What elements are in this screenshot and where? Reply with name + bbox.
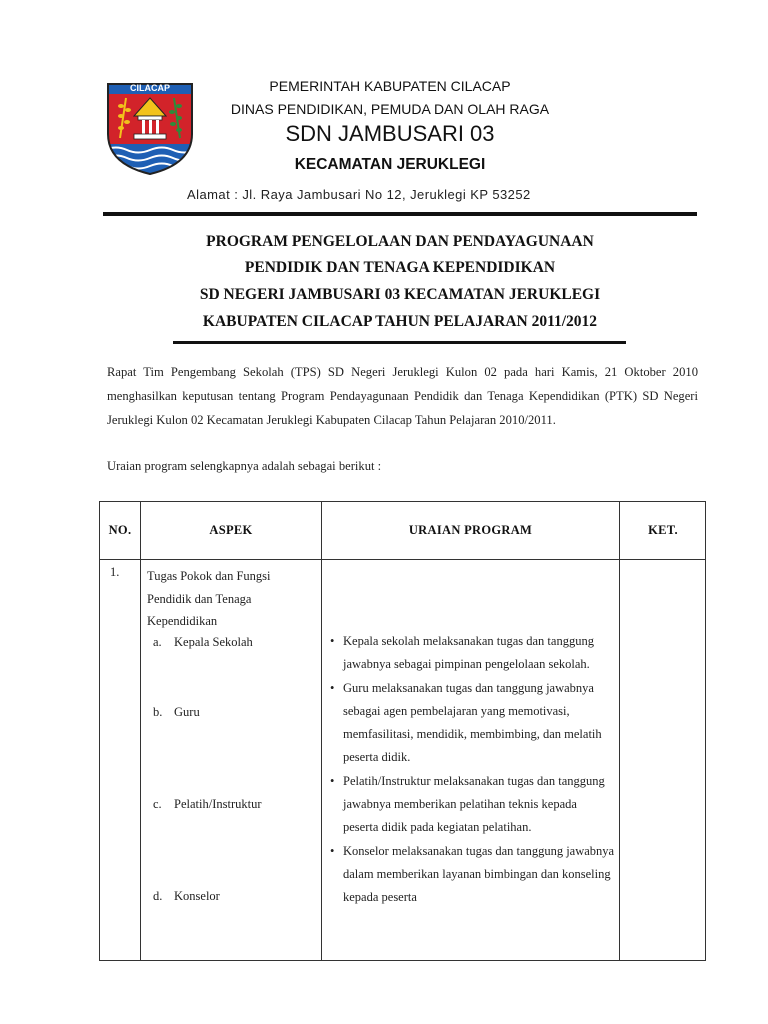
letterhead-divider: [103, 212, 697, 216]
intro-paragraph: Rapat Tim Pengembang Sekolah (TPS) SD Negeri Jeruklegi Kulon 02 pada hari Kamis, 21 Oktober 2010 menghasilkan keputusan tentang Program Pendayagunaan Pendidik dan Tenaga Kependidikan (PTK) SD Negeri Jeruklegi Kulon 02 Kecamatan Jeruklegi Kabupaten Cilacap Tahun Pelajaran 2010/2011.: [107, 365, 698, 428]
sub-item-letter: c.: [153, 797, 162, 811]
uraian-list-item: [330, 677, 615, 770]
header-no: NO.: [108, 523, 132, 537]
bullet-icon: •: [330, 634, 335, 648]
sub-item-label: Kepala Sekolah: [174, 635, 253, 649]
bullet-icon: •: [330, 773, 335, 788]
uraian-list-item: [330, 840, 615, 910]
bullet-icon: •: [330, 680, 335, 695]
uraian-item-text: Kepala sekolah melaksanakan tugas dan tanggung jawabnya sebagai pimpinan pengelolaan sekolah.: [343, 634, 594, 672]
title-underline: [173, 341, 626, 344]
letterhead-school-name: SDN JAMBUSARI 03: [285, 121, 495, 146]
aspek-sub-item: [153, 632, 253, 652]
table-column-divider: [140, 502, 141, 960]
logo-label: CILACAP: [130, 83, 170, 93]
aspek-sub-item: [153, 886, 220, 906]
aspek-sub-item: [153, 794, 262, 814]
uraian-list-item: [330, 630, 615, 677]
uraian-item-text: Konselor melaksanakan tugas dan tanggung jawabnya dalam memberikan layanan bimbingan dan konseling kepada peserta: [343, 843, 615, 905]
document-title-line-3: SD NEGERI JAMBUSARI 03 KECAMATAN JERUKLEGI: [199, 286, 601, 303]
document-title-line-4: KABUPATEN CILACAP TAHUN PELAJARAN 2011/2012: [202, 313, 598, 330]
bullet-icon: •: [330, 843, 335, 858]
uraian-item-text: Guru melaksanakan tugas dan tanggung jawabnya sebagai agen pembelajaran yang memotivasi, memfasilitasi, mendidik, membimbing, dan melatih peserta didik.: [343, 680, 602, 765]
header-ket: KET.: [648, 523, 678, 537]
document-title-line-2: PENDIDIK DAN TENAGA KEPENDIDIKAN: [244, 259, 556, 276]
header-aspek: ASPEK: [209, 523, 253, 537]
sub-item-letter: d.: [153, 889, 163, 903]
letterhead-address: Alamat : Jl. Raya Jambusari No 12, Jeruklegi KP 53252: [187, 187, 531, 202]
sub-item-label: Guru: [174, 705, 200, 719]
uraian-program-list: [330, 630, 615, 910]
sub-item-label: Konselor: [174, 889, 220, 903]
uraian-list-item: [330, 770, 615, 840]
table-column-divider: [619, 502, 620, 960]
table-column-divider: [321, 502, 322, 960]
sub-item-letter: a.: [153, 635, 162, 649]
header-uraian-program: URAIAN PROGRAM: [408, 523, 533, 537]
sub-item-letter: b.: [153, 705, 163, 719]
aspek-main-text: Tugas Pokok dan Fungsi Pendidik dan Tenaga Kependidikan: [147, 569, 271, 628]
row-number: 1.: [110, 565, 120, 579]
letterhead-district: KECAMATAN JERUKLEGI: [294, 156, 486, 173]
sub-item-label: Pelatih/Instruktur: [174, 797, 262, 811]
uraian-item-text: Pelatih/Instruktur melaksanakan tugas dan tanggung jawabnya memberikan pelatihan teknis kepada peserta didik pada kegiatan pelatihan.: [343, 773, 605, 835]
table-header-divider: [100, 559, 705, 560]
aspek-sub-item: [153, 702, 200, 722]
program-table: [99, 501, 706, 961]
document-title-line-1: PROGRAM PENGELOLAAN DAN PENDAYAGUNAAN: [206, 233, 594, 250]
intro-lead-sentence: Uraian program selengkapnya adalah sebagai berikut :: [107, 459, 382, 473]
letterhead-government: PEMERINTAH KABUPATEN CILACAP: [269, 78, 511, 94]
letterhead-department: DINAS PENDIDIKAN, PEMUDA DAN OLAH RAGA: [230, 101, 550, 117]
